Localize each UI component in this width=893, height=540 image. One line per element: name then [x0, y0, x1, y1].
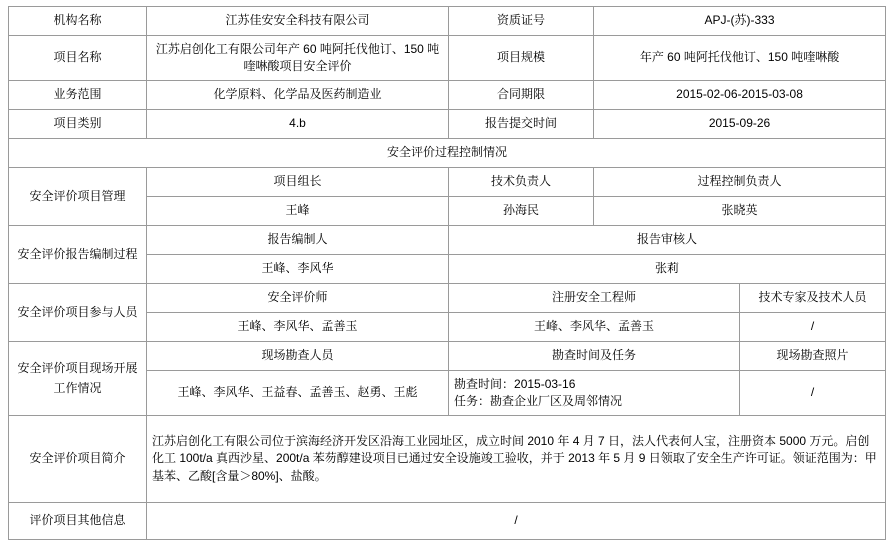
intro-label: 安全评价项目简介: [9, 416, 147, 503]
survey-time-task-value: [449, 371, 740, 416]
expert-label: 技术专家及技术人员: [740, 284, 886, 313]
project-name-label: 项目名称: [9, 36, 147, 81]
project-mgmt-label: 安全评价项目管理: [9, 168, 147, 226]
business-scope-value: 化学原料、化学品及医药制造业: [147, 81, 449, 110]
project-type-label: 项目类别: [9, 110, 147, 139]
process-control-title: 安全评价过程控制情况: [9, 139, 886, 168]
report-reviewer-value: 张莉: [449, 255, 886, 284]
org-name-label: 机构名称: [9, 7, 147, 36]
process-control-lead-label: 过程控制负责人: [594, 168, 886, 197]
project-leader-label: 项目组长: [147, 168, 449, 197]
table-row: [9, 503, 886, 540]
report-writer-label: 报告编制人: [147, 226, 449, 255]
survey-staff-label: 现场勘查人员: [147, 342, 449, 371]
onsite-label: 安全评价项目现场开展工作情况: [9, 342, 147, 416]
table-row: [9, 36, 886, 81]
process-control-lead-value: 张晓英: [594, 197, 886, 226]
org-name-value: 江苏佳安安全科技有限公司: [147, 7, 449, 36]
report-writer-value: 王峰、李风华: [147, 255, 449, 284]
table-row: [9, 7, 886, 36]
table-row: [9, 139, 886, 168]
tech-lead-label: 技术负责人: [449, 168, 594, 197]
assessor-value: 王峰、李风华、孟善玉: [147, 313, 449, 342]
contract-period-label: 合同期限: [449, 81, 594, 110]
contract-period-value: 2015-02-06-2015-03-08: [594, 81, 886, 110]
cert-no-value: APJ-(苏)-333: [594, 7, 886, 36]
table-row: [9, 226, 886, 255]
project-type-value: 4.b: [147, 110, 449, 139]
other-info-label: 评价项目其他信息: [9, 503, 147, 540]
survey-time-value: 勘查时间：2015-03-16: [454, 376, 576, 391]
survey-task-value: 任务：勘查企业厂区及周邻情况: [454, 394, 623, 408]
participants-label: 安全评价项目参与人员: [9, 284, 147, 342]
tech-lead-value: 孙海民: [449, 197, 594, 226]
cert-no-label: 资质证号: [449, 7, 594, 36]
table-row: [9, 342, 886, 371]
project-scale-label: 项目规模: [449, 36, 594, 81]
project-name-value: 江苏启创化工有限公司年产 60 吨阿托伐他订、150 吨喹啉酸项目安全评价: [147, 36, 449, 81]
survey-photo-value: /: [740, 371, 886, 416]
other-info-value: /: [147, 503, 886, 540]
project-leader-value: 王峰: [147, 197, 449, 226]
expert-value: /: [740, 313, 886, 342]
report-compile-label: 安全评价报告编制过程: [9, 226, 147, 284]
business-scope-label: 业务范围: [9, 81, 147, 110]
table-row: [9, 284, 886, 313]
report-submit-value: 2015-09-26: [594, 110, 886, 139]
safety-evaluation-table: [8, 6, 886, 540]
table-row: [9, 168, 886, 197]
report-submit-label: 报告提交时间: [449, 110, 594, 139]
table-row: [9, 110, 886, 139]
table-row: [9, 81, 886, 110]
intro-value: 江苏启创化工有限公司位于滨海经济开发区沿海工业园址区，成立时间 2010 年 4 月 7 日，法人代表何人宝，注册资本 5000 万元。启创化工 100t/a 真西沙星、200t/a 苯芴醇建设项目已通过安全设施竣工验收，并于 2013 年 5 月 9 日领取了安全生产许可证。领证范围为：甲基苯、乙酸[含量＞80%]、盐酸。: [147, 416, 886, 503]
table-row: [9, 416, 886, 503]
registered-engineer-label: 注册安全工程师: [449, 284, 740, 313]
registered-engineer-value: 王峰、李风华、孟善玉: [449, 313, 740, 342]
assessor-label: 安全评价师: [147, 284, 449, 313]
project-scale-value: 年产 60 吨阿托伐他订、150 吨喹啉酸: [594, 36, 886, 81]
report-reviewer-label: 报告审核人: [449, 226, 886, 255]
survey-time-task-label: 勘查时间及任务: [449, 342, 740, 371]
survey-staff-value: 王峰、李风华、王益春、孟善玉、赵勇、王彪: [147, 371, 449, 416]
survey-photo-label: 现场勘查照片: [740, 342, 886, 371]
